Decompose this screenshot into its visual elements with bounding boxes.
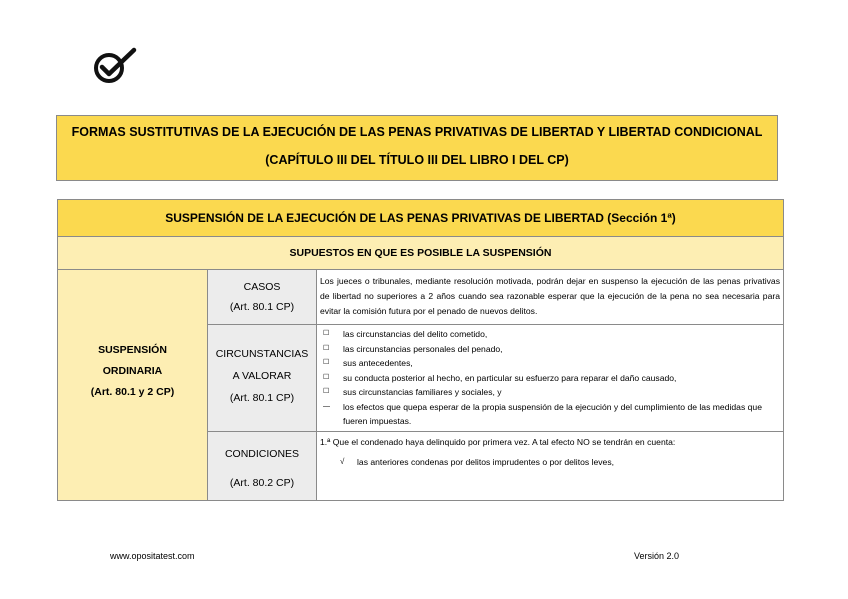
suspension-type-label-3: (Art. 80.1 y 2 CP) (90, 386, 175, 398)
circunstancias-article: (Art. 80.1 CP) (229, 392, 295, 404)
title-line-2: (CAPÍTULO III DEL TÍTULO III DEL LIBRO I DEL CP) (265, 153, 569, 167)
suspension-type-label-2: ORDINARIA (102, 365, 163, 377)
casos-label-cell (207, 269, 317, 325)
footer-website: www.opositatest.com (110, 551, 195, 561)
circunstancias-list (323, 327, 779, 429)
circunstancias-label: CIRCUNSTANCIAS (215, 348, 309, 360)
check-circle-icon (92, 46, 138, 86)
list-item: — los efectos que quepa esperar de la propia suspensión de la ejecución y del cumplimiento de las medidas que fueren impuestas. (323, 401, 762, 426)
title-line-1: FORMAS SUSTITUTIVAS DE LA EJECUCIÓN DE LAS PENAS PRIVATIVAS DE LIBERTAD Y LIBERTAD CONDICIONAL (71, 125, 763, 139)
logo (92, 46, 138, 86)
casos-text-cell (316, 269, 784, 325)
circunstancias-label-2: A VALORAR (232, 370, 292, 382)
condiciones-article: (Art. 80.2 CP) (229, 477, 295, 489)
condiciones-text-cell (316, 431, 784, 501)
suspension-type-label-1: SUSPENSIÓN (98, 344, 167, 356)
list-item: ☐ sus circunstancias familiares y sociales, y (323, 387, 502, 397)
list-item: ☐ sus antecedentes, (323, 358, 413, 368)
list-item: ☐ las circunstancias personales del penado, (323, 343, 503, 354)
list-item: ☐ las circunstancias del delito cometido, (323, 329, 488, 339)
document-title (56, 115, 778, 181)
suspension-table (57, 199, 784, 501)
condition-text: 1.ª Que el condenado haya delinquido por primera vez. A tal efecto NO se tendrán en cuenta: (320, 437, 676, 447)
footer-version: Versión 2.0 (634, 551, 680, 561)
casos-article: (Art. 80.1 CP) (229, 301, 295, 313)
suspension-type-cell (57, 269, 208, 501)
section-subheading: SUPUESTOS EN QUE ES POSIBLE LA SUSPENSIÓN (57, 236, 784, 270)
section-heading: SUSPENSIÓN DE LA EJECUCIÓN DE LAS PENAS PRIVATIVAS DE LIBERTAD (Sección 1ª) (57, 199, 784, 237)
condiciones-label-cell (207, 431, 317, 501)
condiciones-label: CONDICIONES (224, 448, 300, 460)
condition-subitem: √ las anteriores condenas por delitos imprudentes o por delitos leves, (340, 457, 615, 467)
circunstancias-list-cell (316, 324, 784, 432)
casos-label: CASOS (243, 281, 281, 293)
circunstancias-label-cell (207, 324, 317, 432)
list-item: ☐ su conducta posterior al hecho, en particular su esfuerzo para reparar el daño causado, (323, 372, 677, 383)
casos-text: Los jueces o tribunales, mediante resolución motivada, podrán dejar en suspenso la ejecución de las penas privativas de libertad no superiores a 2 años cuando sea razonable esperar que la ejecución de la pena no sea necesaria para evitar la comisión futura por el penado de nuevos delitos. (320, 276, 780, 316)
